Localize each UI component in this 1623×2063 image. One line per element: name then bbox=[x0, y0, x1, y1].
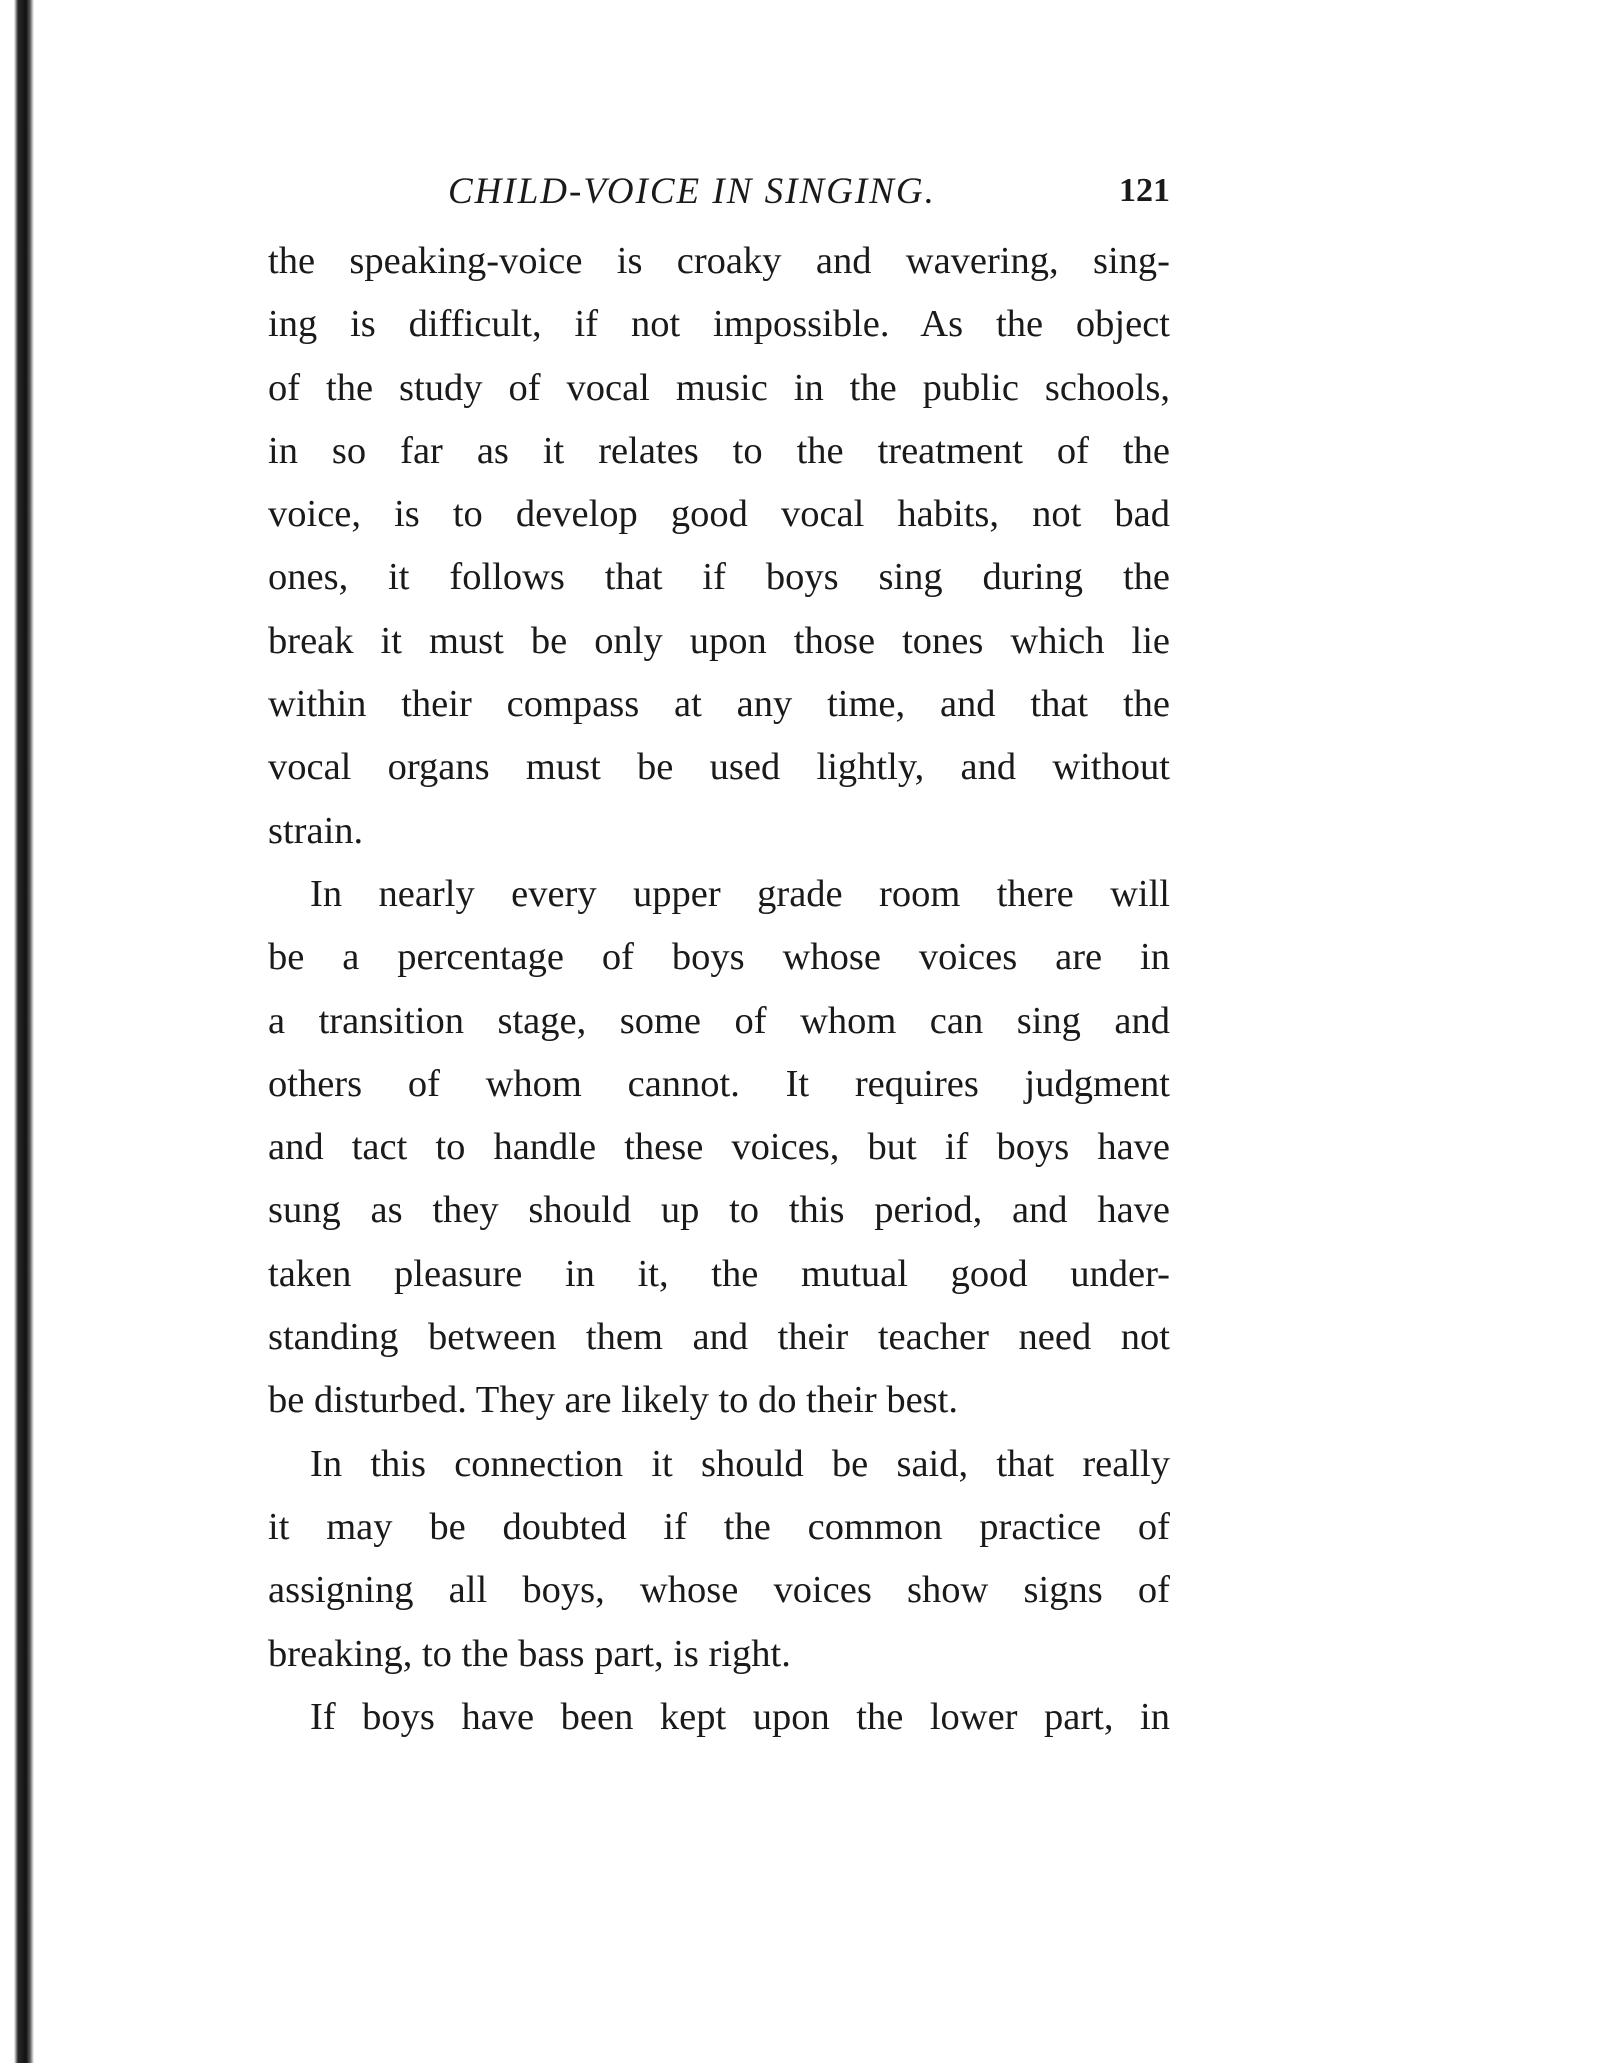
paragraph-2 bbox=[268, 863, 1170, 1433]
text-line: ing is difficult, if not impossible. As the object bbox=[268, 303, 1170, 346]
text-line: in so far as it relates to the treatment of the bbox=[268, 429, 1170, 472]
text-line: ones, it follows that if boys sing during the bbox=[268, 556, 1170, 599]
running-title: CHILD-VOICE IN SINGING. bbox=[448, 171, 936, 212]
text-line: sung as they should up to this period, and have bbox=[268, 1189, 1170, 1232]
text-line: others of whom cannot. It requires judgment bbox=[268, 1062, 1170, 1105]
binding-edge bbox=[0, 0, 34, 2063]
text-line: and tact to handle these voices, but if boys have bbox=[268, 1126, 1170, 1169]
running-head bbox=[268, 170, 1170, 230]
text-line: break it must be only upon those tones which lie bbox=[268, 619, 1170, 662]
text-line: If boys have been kept upon the lower part, in bbox=[310, 1695, 1170, 1738]
book-page bbox=[268, 170, 1170, 1749]
text-line: assigning all boys, whose voices show signs of bbox=[268, 1569, 1170, 1612]
text-line: be a percentage of boys whose voices are in bbox=[268, 936, 1170, 979]
page-number: 121 bbox=[1119, 172, 1170, 209]
text-line: strain. bbox=[268, 809, 364, 852]
text-line: the speaking-voice is croaky and wavering, sing- bbox=[268, 240, 1170, 282]
text-line: vocal organs must be used lightly, and without bbox=[268, 746, 1170, 789]
paragraph-3 bbox=[268, 1433, 1170, 1686]
text-line: taken pleasure in it, the mutual good under- bbox=[268, 1252, 1170, 1295]
text-line: a transition stage, some of whom can sing and bbox=[268, 999, 1170, 1042]
text-line: it may be doubted if the common practice of bbox=[268, 1505, 1170, 1548]
text-line: In this connection it should be said, that really bbox=[310, 1442, 1170, 1485]
text-line: within their compass at any time, and that the bbox=[268, 683, 1170, 726]
text-line: standing between them and their teacher need not bbox=[268, 1316, 1170, 1359]
paragraph-4 bbox=[268, 1686, 1170, 1749]
text-line: of the study of vocal music in the public schools, bbox=[268, 366, 1170, 409]
paragraph-1 bbox=[268, 230, 1170, 863]
text-line: be disturbed. They are likely to do their best. bbox=[268, 1379, 958, 1422]
text-line: breaking, to the bass part, is right. bbox=[268, 1632, 791, 1675]
text-line: In nearly every upper grade room there will bbox=[310, 872, 1170, 915]
text-line: voice, is to develop good vocal habits, not bad bbox=[268, 493, 1170, 536]
